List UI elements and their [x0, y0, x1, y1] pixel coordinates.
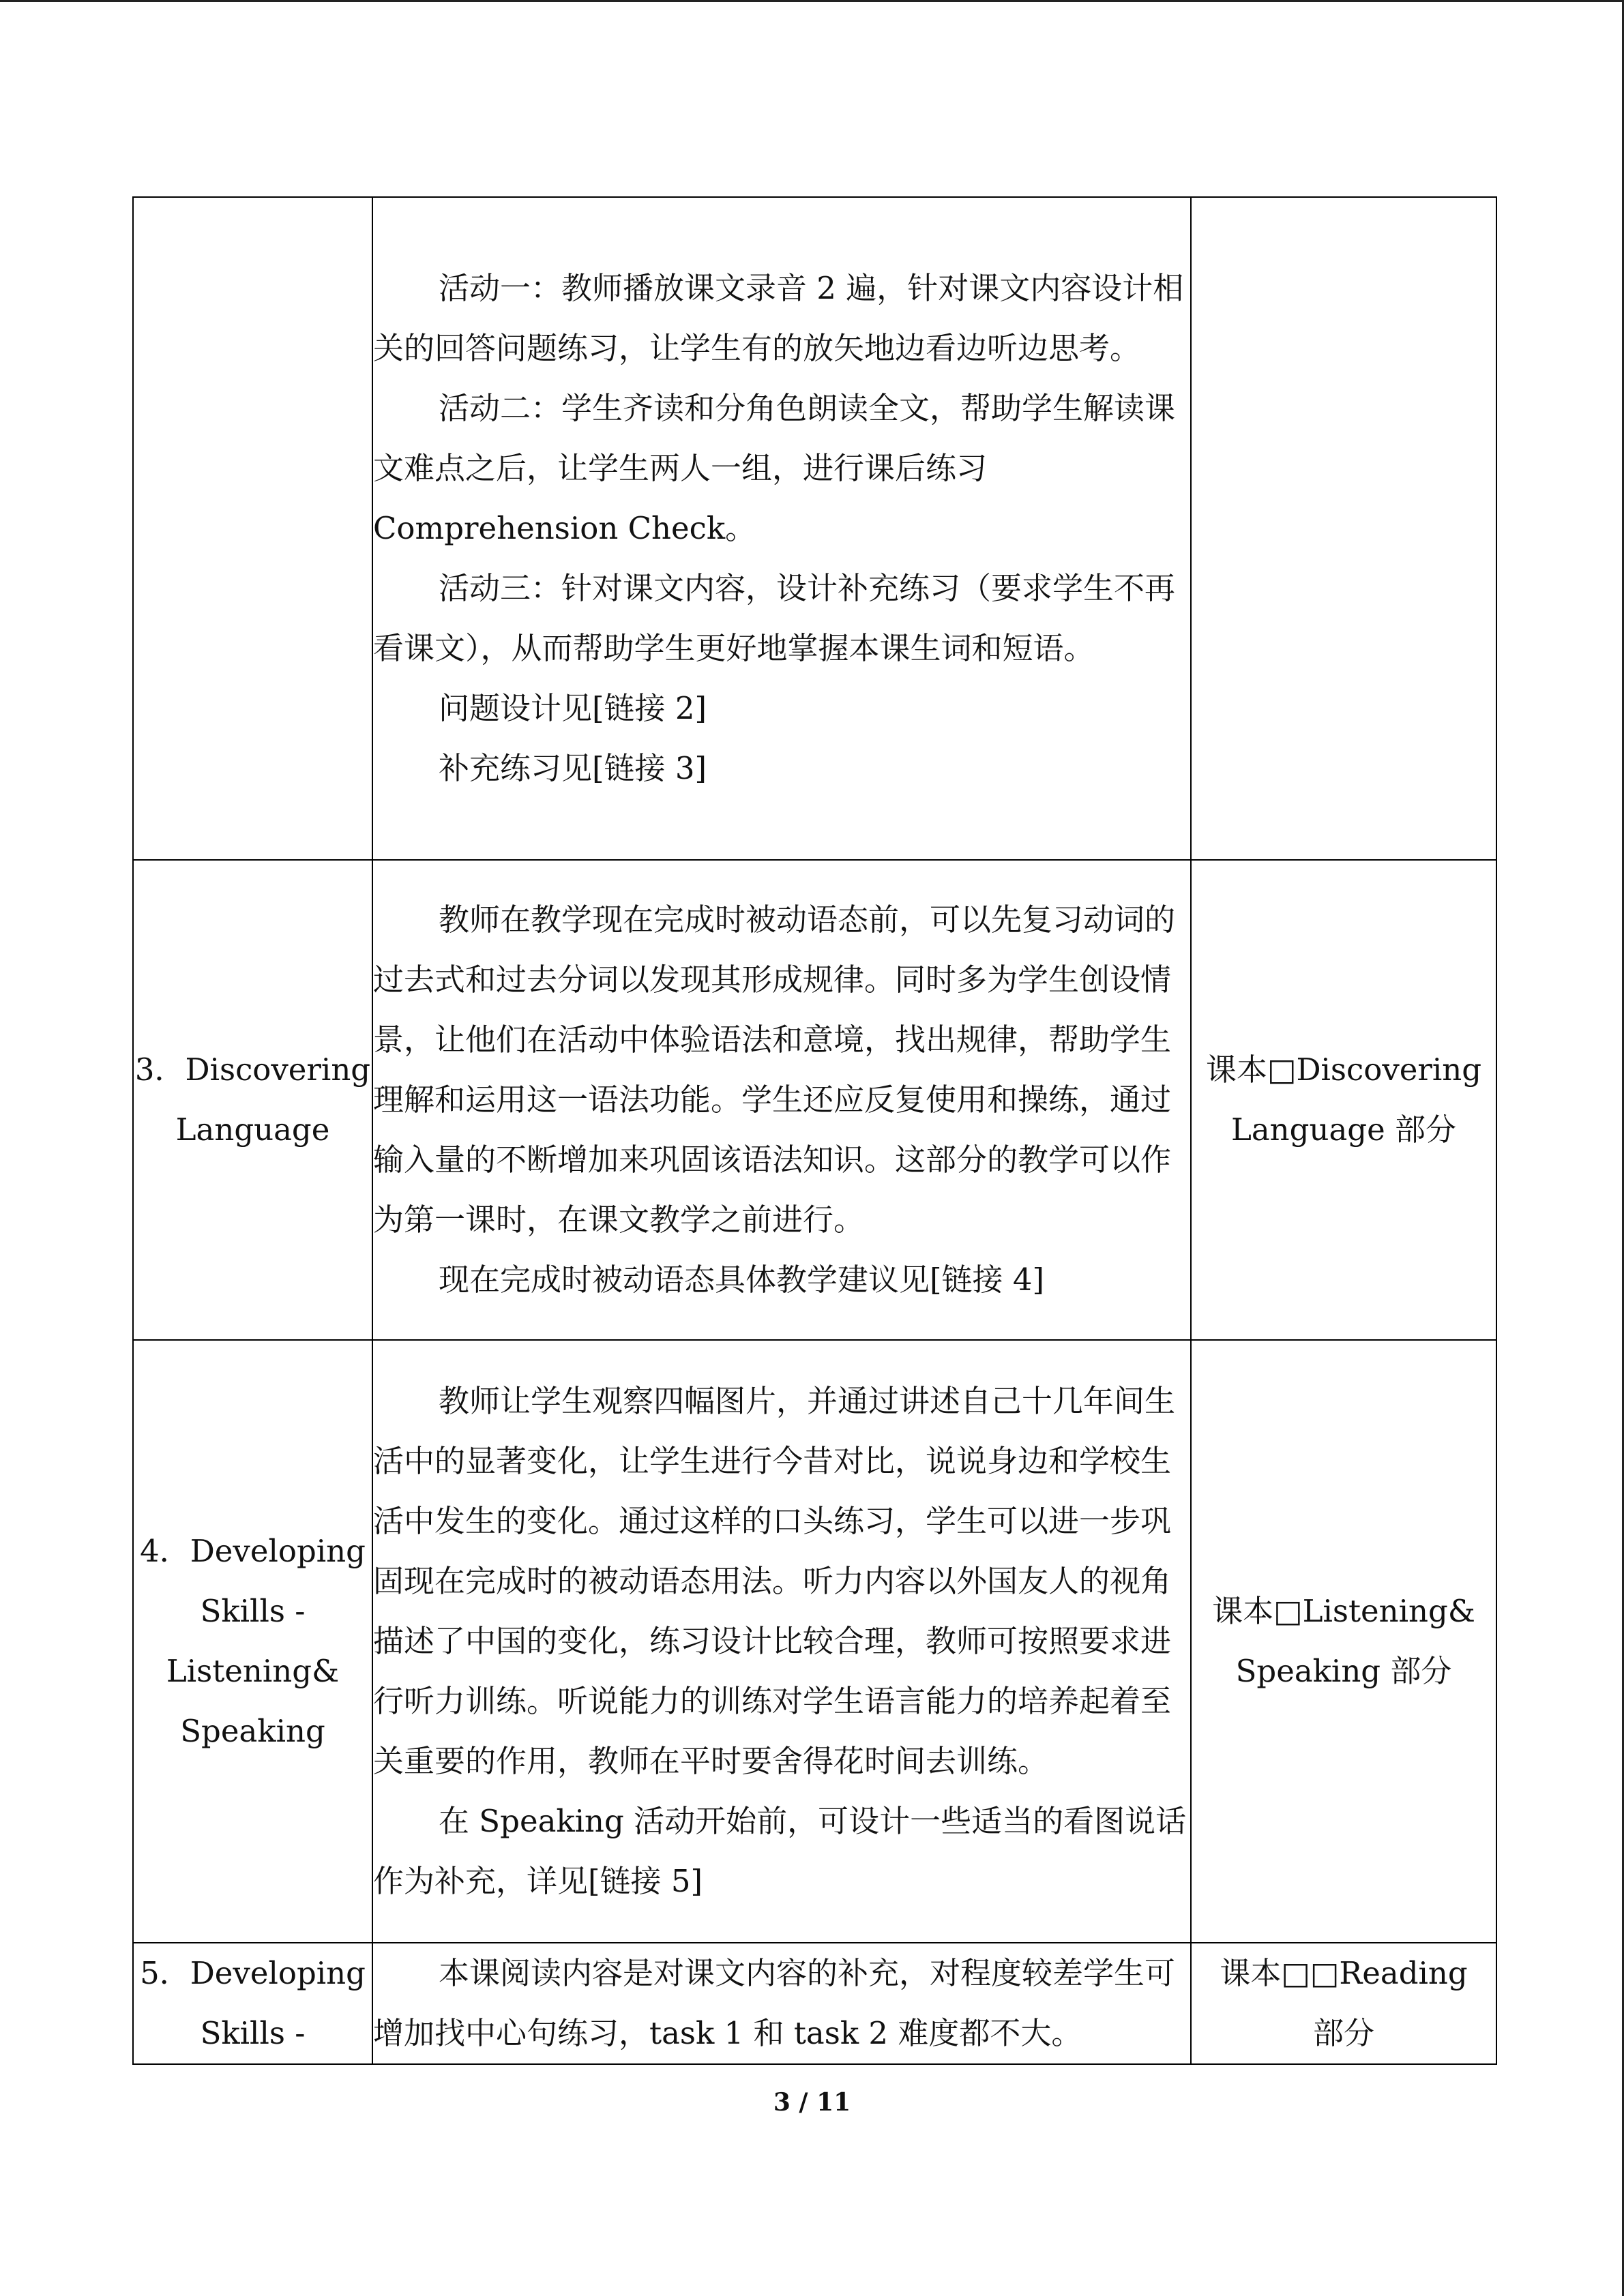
- resource-line: 课本□Listening&: [1212, 1593, 1475, 1629]
- content-paragraph: 教师让学生观察四幅图片，并通过讲述自己十几年间生活中的显著变化，让学生进行今昔对比，说说身边和学校生活中发生的变化。通过这样的口头练习，学生可以进一步巩固现在完成时的被动语态用法。听力内容以外国友人的视角描述了中国的变化，练习设计比较合理，教师可按照要求进行听力训练。听说能力的训练对学生语言能力的培养起着至关重要的作用，教师在平时要舍得花时间去训练。: [373, 1383, 1176, 1779]
- section-title-line: 4．Developing: [140, 1533, 366, 1569]
- section-cell: [133, 1340, 372, 1943]
- resource-line: 课本□Discovering: [1205, 1052, 1482, 1088]
- section-title-line: Listening&: [166, 1653, 340, 1689]
- content-paragraph: 问题设计见[链接 2]: [439, 690, 707, 726]
- section-title-line: Skills -: [200, 1593, 306, 1629]
- section-cell: [133, 1943, 372, 2064]
- resource-cell: [1191, 1340, 1496, 1943]
- table-row: [133, 197, 1496, 860]
- table-row: [133, 1943, 1496, 2064]
- page-top-border: [0, 0, 1624, 2]
- resource-line: Language 部分: [1230, 1112, 1457, 1148]
- resource-line: Speaking 部分: [1235, 1653, 1452, 1689]
- content-paragraph: 活动二：学生齐读和分角色朗读全文，帮助学生解读课文难点之后，让学生两人一组，进行课后练习 Comprehension Check。: [373, 390, 1176, 546]
- content-paragraph: 教师在教学现在完成时被动语态前，可以先复习动词的过去式和过去分词以发现其形成规律。同时多为学生创设情景，让他们在活动中体验语法和意境，找出规律，帮助学生理解和运用这一语法功能。学生还应反复使用和操练，通过输入量的不断增加来巩固该语法知识。这部分的教学可以作为第一课时，在课文教学之前进行。: [373, 901, 1176, 1238]
- resource-cell: [1191, 860, 1496, 1340]
- content-paragraph: 现在完成时被动语态具体教学建议见[链接 4]: [439, 1262, 1045, 1298]
- section-cell: [133, 197, 372, 860]
- table-row: [133, 860, 1496, 1340]
- content-cell: [372, 197, 1191, 860]
- section-title-line: 5．Developing: [140, 1955, 366, 1991]
- content-paragraph: 活动三：针对课文内容，设计补充练习（要求学生不再看课文），从而帮助学生更好地掌握本课生词和短语。: [373, 570, 1176, 666]
- page-number: 3 / 11: [773, 2088, 851, 2117]
- content-paragraph: 本课阅读内容是对课文内容的补充，对程度较差学生可增加找中心句练习，task 1 和 task 2 难度都不大。: [373, 1955, 1176, 2051]
- content-cell: [372, 1340, 1191, 1943]
- resource-cell: [1191, 1943, 1496, 2064]
- section-title-line: Language: [175, 1112, 330, 1148]
- content-cell: [372, 860, 1191, 1340]
- content-paragraph: 补充练习见[链接 3]: [439, 750, 707, 786]
- content-paragraph: 活动一：教师播放课文录音 2 遍，针对课文内容设计相关的回答问题练习，让学生有的放矢地边看边听边思考。: [373, 270, 1184, 366]
- content-paragraph: 在 Speaking 活动开始前，可设计一些适当的看图说话作为补充，详见[链接 5]: [373, 1803, 1187, 1899]
- section-title-line: Skills -: [200, 2015, 306, 2051]
- section-title-line: Speaking: [180, 1713, 325, 1749]
- resource-line: 课本□□Reading: [1220, 1955, 1468, 1991]
- content-cell: [372, 1943, 1191, 2064]
- resource-line: 部分: [1312, 2015, 1374, 2051]
- resource-cell: [1191, 197, 1496, 860]
- section-title-line: 3．Discovering: [134, 1052, 371, 1088]
- section-cell: [133, 860, 372, 1340]
- table-row: [133, 1340, 1496, 1943]
- lesson-plan-table: [132, 196, 1497, 2065]
